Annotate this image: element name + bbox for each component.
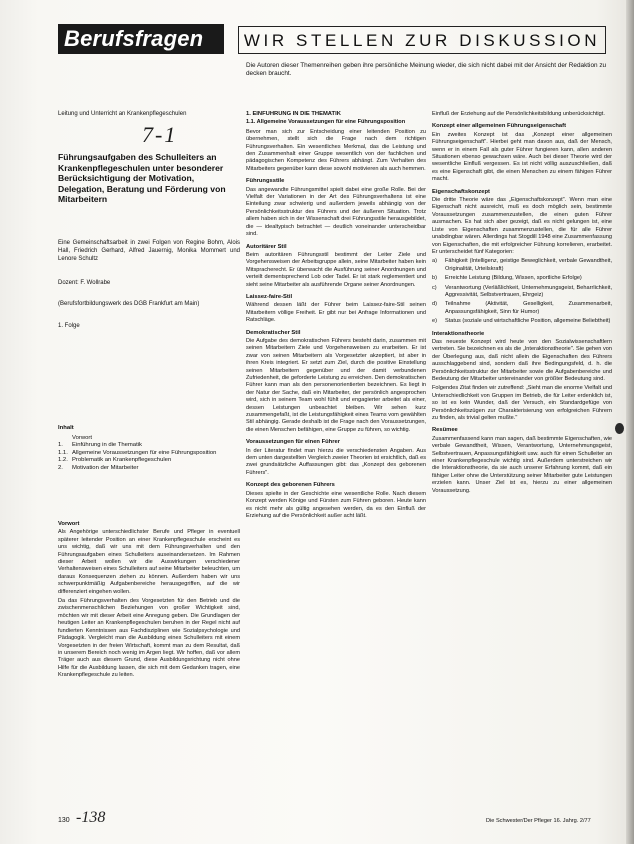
foreword-paragraph: Als Angehörige unterschiedlichster Berufe und Pfleger in eventuell späterer leitender Position an einer Krankenpflegeschule erscheint es uns wichtig, daß wir uns mit dem Führungsverhalten und den Führungsaufgaben eines Schulleiters auseinandersetzen. Im Rahmen dieser Arbeit wollen wir die Auswirkungen verschiedener Verhaltensweisen eines Schulleiters auf seine Mitarbeiter beleuchten, um daraus Konsequenzen ziehen zu können. Außerdem haben wir uns schwerpunktmäßig Aufgabenbereiche herausgegriffen, auf die wir differenziert eingehen wollen.	[58, 529, 240, 595]
section-heading: 1. EINFÜHRUNG IN DIE THEMATIK	[246, 111, 341, 117]
subheading: Autoritärer Stil	[246, 243, 287, 250]
body-paragraph: Zusammenfassend kann man sagen, daß bestimmte Eigenschaften, wie verbale Gewandtheit, Wissen, Verantwortung, Unternehmungsgeist, Selbstvertrauen, Anpassungsfähigkeit usw. auch für einen Schulleiter an einer Krankenpflegeschule wichtig sind. Außerdem unterstreichen wir die Interaktionstheorie, da sie auch unserer Erfahrung kommt, daß ein fähiger Leiter ohne die Unterstützung seiner Mitarbeiter gute Leistungen erzielen kann. Unser Ziel ist es, hierzu zu einer allgemeinen Voraussetzung.	[432, 435, 612, 494]
toc-label: Inhalt	[58, 425, 74, 431]
subheading: Interaktionstheorie	[432, 330, 485, 337]
middle-column	[246, 111, 426, 823]
body-paragraph: Beim autoritären Führungsstil bestimmt der Leiter Ziele und Vorgehensweisen der Arbeitsgruppe allein, seine Mitarbeiter haben kein Mitspracherecht. Er überwacht die Ausführung seiner Anordnungen und verteilt dementsprechend Lob oder Tadel. Er ist stark reglementiert und sieht seine Mitarbeiter als ausführende Organe seiner Anordnungen.	[246, 251, 426, 288]
right-column	[432, 111, 612, 823]
authors: Eine Gemeinschaftsarbeit in zwei Folgen von Regine Bohm, Alois Hall, Friedrich Gerhard, Alfred Jauernig, Monika Mommert und Lenore Schultz	[58, 240, 240, 262]
section-tag: Berufsfragen	[64, 26, 204, 51]
foreword-heading: Vorwort	[58, 521, 80, 527]
article-title: Führungsaufgaben des Schulleiters an Krankenpflegeschulen unter besonderer Berücksichtigung der Motivation, Delegation, Beratung und Förderung von Mitarbeitern	[58, 152, 226, 205]
body-paragraph: Einfluß der Erziehung auf die Persönlichkeitsbildung unberücksichtigt.	[432, 111, 605, 117]
table-of-contents	[58, 425, 240, 473]
page-number: 130	[58, 817, 70, 824]
scan-edge-shadow	[626, 0, 634, 844]
body-paragraph: Während dessen läßt der Führer beim Laissez-faire-Stil seinen Mitarbeitern völlige Freiheit. Er gibt nur bei Anfrage Informationen und Ratschläge.	[246, 302, 426, 324]
disclaimer: Die Autoren dieser Themenreihen geben ihre persönliche Meinung wieder, die sich nicht dabei mit der Ansicht der Redaktion zu decken braucht.	[246, 62, 607, 77]
foreword-paragraph: Da das Führungsverhalten des Vorgesetzten für den Betrieb und die zwischenmenschlichen Beziehungen von großer Wichtigkeit sind, möchten wir mit dieser Arbeit eine Anregung geben. Die Grundlagen der heutigen Leiter an Krankenpflegeschulen beruhen in der Regel nicht auf fundierten Kenntnissen aus Fachdisziplinen wie Sozialpsychologie und Pädagogik. Vergleicht man die Ausbildung eines Schulleiters mit einem Vorgesetzten in der freien Wirtschaft, kommt man zu dem Resultat, daß in unserem Bereich noch wenig im Argen liegt. Wir hoffen, daß vor allem Träger auch aus diesem Grund, diese Ausbildungsrichtung nicht ohne Hilfe für die Ausbildung lassen, die sich mit dem Gedanken tragen, eine Krankenpflegeschule zu leiten.	[58, 598, 240, 679]
list-item: c) Verantwortung (Verläßlichkeit, Unternehmungsgeist, Beharrlichkeit, Aggressivität, Selbstvertrauen, Ehrgeiz)	[432, 284, 612, 298]
category-list	[432, 258, 612, 325]
subheading: Demokratischer Stil	[246, 329, 301, 336]
organization: (Berufsfortbildungswerk des DGB Frankfurt am Main)	[58, 301, 200, 307]
lecturer: Dozent: F. Wollrabe	[58, 280, 111, 286]
body-paragraph: Ein zweites Konzept ist das „Konzept einer allgemeinen Führungseigenschaft". Hierbei geht man davon aus, daß der Mensch, wenn er in einem Fall als guter Führer fungieren kann, allen anderen Situationen ebenso gewachsen wäre. Auch bei dieser Theorie wird der wesentliche Einfluß vergessen. Es ist nicht völlig auszuschließen, daß es eine Eigenschaft gibt, die einen Menschen zu einem fähigen Führer macht.	[432, 131, 612, 183]
subheading: Resümee	[432, 427, 458, 434]
body-paragraph: Das neueste Konzept wird heute von den Sozialwissenschaftlern vertreten. Sie bezeichnen es als die „Interaktionstheorie". Sie gehen von der Überlegung aus, daß nicht allein die Eigenschaften des Führers ausschlaggebend sind, sondern daß ihre Bedingungsfeld, d. h. die Persönlichkeitsstruktur der Mitarbeiter sowie die Aufgabenbereiche und Bedeutung der Mitarbeiter untereinander von größter Bedeutung sind.	[432, 338, 612, 382]
subheading: Laissez-faire-Stil	[246, 293, 293, 300]
series-line: Leitung und Unterricht an Krankenpflegeschulen	[58, 111, 187, 117]
toc-item: 1.1. Allgemeine Voraussetzungen für eine Führungsposition	[58, 449, 217, 456]
column-title-box	[238, 26, 606, 54]
subheading: Konzept einer allgemeinen Führungseigenschaft	[432, 123, 566, 130]
subsection-heading: 1.1. Allgemeine Voraussetzungen für eine Führungsposition	[246, 119, 406, 126]
body-paragraph: In der Literatur findet man hierzu die verschiedensten Angaben. Aus dem unten dargestellten Vergleich zweier Theorien ist ersichtlich, daß es zwei grundsätzliche Auffassungen gibt: das „Konzept des geborenen Führers".	[246, 447, 426, 476]
list-item: b) Erreichte Leistung (Bildung, Wissen, sportliche Erfolge)	[432, 275, 582, 282]
subheading: Voraussetzungen für einen Führer	[246, 439, 340, 446]
toc-item: 1. Einführung in die Thematik	[58, 442, 142, 449]
list-item: e) Status (soziale und wirtschaftliche Position, allgemeine Beliebtheit)	[432, 318, 611, 325]
handwritten-page-number: -138	[76, 809, 106, 826]
body-paragraph: Dieses spielte in der Geschichte eine wesentliche Rolle. Nach diesem Konzept werden Könige und Fürsten zum Führen geboren. Heute kann es nicht mehr als gültig angesehen werden, da es den Einfluß der Erziehung auf die Persönlichkeit außer acht läßt.	[246, 490, 426, 519]
body-paragraph: Das angewandte Führungsmittel spielt dabei eine große Rolle. Bei der Vielfalt der Variationen in der Art des Führungsverhaltens ist eine Einteilung zwar schwierig und außerdem jeweils abhängig von der Persönlichkeitsstruktur des Führers und der äußeren Situation. Trotz allem haben sich in der Wissenschaft drei Führungsstile herausgebildet, die — idealtypisch betrachtet — deutlich voneinander unterscheidbar sind.	[246, 186, 426, 238]
section-banner	[58, 24, 224, 54]
subheading: Eigenschaftskonzept	[432, 188, 490, 195]
foreword	[58, 516, 240, 822]
part-label: 1. Folge	[58, 323, 80, 329]
toc-item: 2. Motivation der Mitarbeiter	[58, 464, 139, 471]
body-paragraph: Die dritte Theorie wäre das „Eigenschaftskonzept". Wenn man eine Eigenschaft nicht ausreicht, muß es doch möglich sein, bestimmte Voraussetzungen zusammenzustellen, die einen guten Führer ausmachen. Es hat sich aber gezeigt, daß es nicht gelungen ist, eine Liste von Eigenschaften zusammenzustellen, die für alle Führer unabdingbar wären. Allerdings hat Stogdill 1948 eine Zusammenfassung von Eigenschaften, die mit erfolgreicher Führung korrelieren, erarbeitet. Er unterscheidet fünf Kategorien:	[432, 197, 612, 255]
scan-artifact	[615, 423, 624, 434]
quote-paragraph: Folgendes Zitat finden wir zutreffend: „Sieht man die enorme Vielfalt und Unterschiedlichkeit von Gruppen im Betrieb, die für Leiter erdenklich ist, so ist es kein Wunder, daß der Versuch, ein Standardgefüge von Persönlichkeitszügen zur Charakterisierung von erfolgreichen Führern zu finden, als trivial gelten mußte."	[432, 385, 612, 422]
column-title: WIR STELLEN ZUR DISKUSSION	[243, 31, 601, 50]
list-item: a) Fähigkeit (Intelligenz, geistige Beweglichkeit, verbale Gewandtheit, Originalität, Urteilskraft)	[432, 258, 612, 272]
handwritten-mark: 7-1	[142, 122, 178, 147]
toc-item: Vorwort	[72, 434, 92, 441]
subheading: Konzept des geborenen Führers	[246, 482, 335, 489]
journal-reference: Die Schwester/Der Pfleger 16. Jahrg. 2/77	[486, 818, 591, 824]
list-item: d) Teilnahme (Aktivität, Geselligkeit, Zusammenarbeit, Anpassungsfähigkeit, Sinn für Humor)	[432, 301, 612, 315]
subheading: Führungsstile	[246, 178, 285, 185]
body-paragraph: Die Aufgabe des demokratischen Führers besteht darin, zusammen mit seinen Mitarbeitern Ziele und Vorgehensweisen zu erarbeiten. Er ist zwar von seinen Mitarbeitern als Vorgesetzter akzeptiert, ist aber in ihren Kreis integriert. Er setzt zum Ziel, durch die positive Einstellung seinen Mitarbeitern gegenüber und der damit verbundenen Zufriedenheit, die geforderte Leistung zu erreichen. Den demokratischen Führer kann man als den personenorientierten bezeichnen. Es liegt in der Natur der Sache, daß ein Mitarbeiter, der persönlich angesprochen wird, sich in seinem Team wohl fühlt und engagierter arbeitet als einer, dessen Leistungen unbeachtet bleiben. Wir sehen kurz zusammengefaßt, ist die Leistungsfähigkeit eines Teams vom gewählten Stil abhängig. Gerade deshalb ist die Frage nach den Voraussetzungen, die einen Menschen befähigen, eine Gruppe zu führen, so wichtig.	[246, 337, 426, 433]
toc-item: 1.2. Problematik an Krankenpflegeschulen	[58, 457, 172, 464]
body-paragraph: Bevor man sich zur Entscheidung einer leitenden Position zu übernehmen, stellt sich die Frage nach dem richtigen Führungsverhalten. Ein wesentliches Merkmal, das die Leistung und den Zusammenhalt einer Gruppe wesentlich von der fachlichen und pädagogischen Kompetenz des Führers abhängt. Zum Verhalten des Mitarbeiters gegenüber kann diese sowohl motivieren als auch hemmen.	[246, 128, 426, 172]
